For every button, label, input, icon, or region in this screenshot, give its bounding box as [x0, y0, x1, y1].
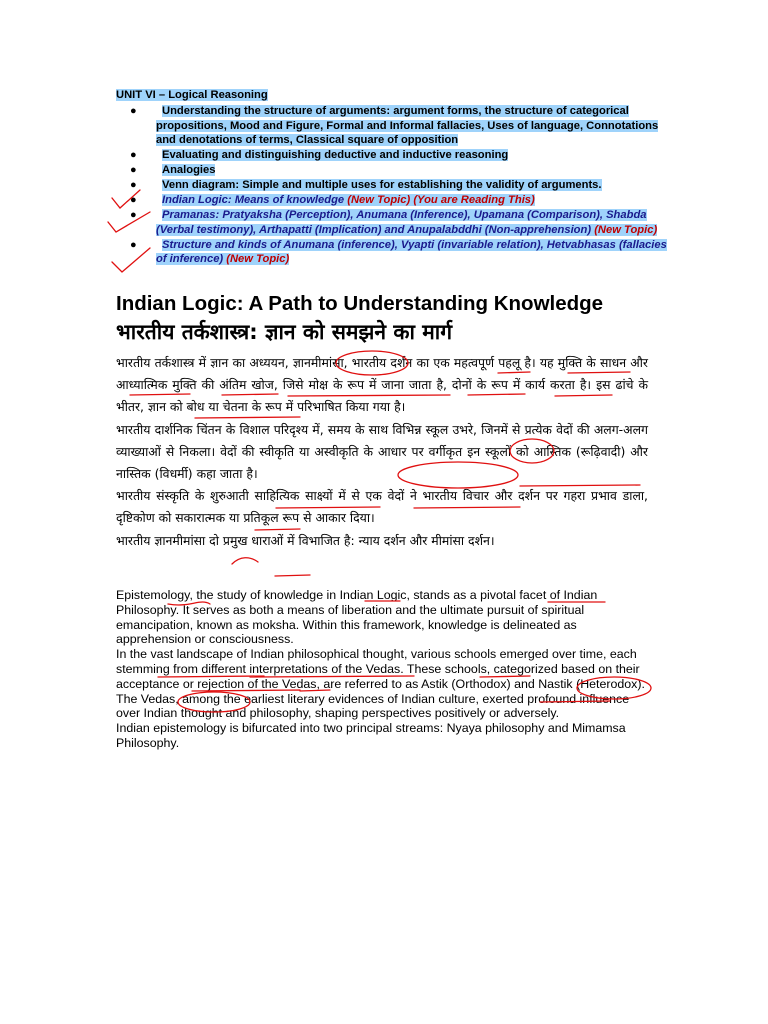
english-paragraph: The Vedas, among the earliest literary evidences of Indian culture, exerted profound influence over Indian thought and philosophy, shaping perspectives positively or adversely.: [116, 691, 630, 721]
english-body: [116, 588, 648, 751]
ink-stroke: [232, 558, 258, 564]
bullet-icon: ●: [130, 209, 137, 222]
topic-text: Pramanas: Pratyaksha (Perception), Anumana (Inference), Upamana (Comparison), Shabda (Verbal testimony), Arthapatti (Implication) and Anupalabddhi (Non-apprehension): [156, 209, 647, 236]
heading-hindi: भारतीय तर्कशास्त्र: ज्ञान को समझने का मार्ग: [116, 320, 453, 344]
topic-text: Indian Logic: Means of knowledge: [162, 194, 345, 207]
topic-text: Evaluating and distinguishing deductive and inductive reasoning: [162, 149, 509, 162]
bullet-icon: ●: [130, 149, 137, 162]
hindi-paragraph: भारतीय दार्शनिक चिंतन के विशाल परिदृश्य में, समय के साथ विभिन्न स्कूल उभरे, जिनमें से प्रत्येक वेदों की अलग-अलग व्याख्याओं से निकला। वेदों की स्वीकृति या अस्वीकृति के आधार पर वर्गीकृत इन स्कूलों को आस्तिक (रूढ़िवादी) और नास्तिक (विधर्मी) कहा जाता है।: [116, 421, 648, 482]
hindi-paragraph: भारतीय ज्ञानमीमांसा दो प्रमुख धाराओं में विभाजित है: न्याय दर्शन और मीमांसा दर्शन।: [116, 532, 495, 548]
list-item: [116, 163, 676, 177]
list-item: [116, 104, 676, 147]
list-item: [116, 178, 676, 192]
bullet-icon: ●: [130, 179, 137, 192]
unit-outline: [116, 88, 676, 267]
heading-english: Indian Logic: A Path to Understanding Knowledge: [116, 292, 604, 315]
topic-text: Structure and kinds of Anumana (inference), Vyapti (invariable relation), Hetvabhasas (fallacies of inference): [156, 238, 667, 266]
list-item: [116, 208, 676, 237]
bullet-icon: ●: [130, 194, 137, 207]
hindi-body: [116, 352, 648, 552]
list-item: [116, 148, 676, 162]
english-paragraph: In the vast landscape of Indian philosophical thought, various schools emerged over time, each stemming from different interpretations of the Vedas. These schools, categorized based on their acceptance or rejection of the Vedas, are referred to as Astik (Orthodox) and Nastik (Heterodox).: [116, 647, 645, 691]
bullet-icon: ●: [130, 238, 137, 251]
bullet-icon: ●: [130, 164, 137, 177]
hindi-paragraph: भारतीय तर्कशास्त्र में ज्ञान का अध्ययन, ज्ञानमीमांसा, भारतीय दर्शन का एक महत्वपूर्ण पहलू है। यह मुक्ति के साधन और आध्यात्मिक मुक्ति की अंतिम खोज, जिसे मोक्ष के रूप में जाना जाता है, दोनों के रूप में कार्य करता है। इस ढांचे के भीतर, ज्ञान को बोध या चेतना के रूप में परिभाषित किया गया है।: [116, 355, 648, 415]
new-topic-tag: (New Topic): [347, 194, 411, 207]
unit-topic-list: [116, 104, 676, 266]
unit-title: UNIT VI – Logical Reasoning: [116, 89, 268, 101]
topic-text: Analogies: [162, 164, 216, 177]
english-paragraph: Indian epistemology is bifurcated into two principal streams: Nyaya philosophy and Mimamsa Philosophy.: [116, 721, 626, 750]
reading-tag: (You are Reading This): [413, 194, 535, 207]
list-item: [116, 193, 676, 207]
new-topic-tag: (New Topic): [226, 253, 290, 266]
list-item: [116, 238, 676, 267]
bullet-icon: ●: [130, 105, 137, 118]
english-paragraph: Epistemology, the study of knowledge in Indian Logic, stands as a pivotal facet of Indian Philosophy. It serves as both a means of liberation and the ultimate pursuit of spiritual emancipation, known as moksha. Within this framework, knowledge is delineated as apprehension or consciousness.: [116, 588, 598, 647]
new-topic-tag: (New Topic): [594, 223, 658, 236]
hindi-paragraph: भारतीय संस्कृति के शुरुआती साहित्यिक साक्ष्यों में से एक वेदों ने भारतीय विचार और दर्शन पर गहरा प्रभाव डाला, दृष्टिकोण को सकारात्मक या प्रतिकूल रूप से आकार दिया।: [116, 488, 648, 526]
topic-text: Understanding the structure of arguments: argument forms, the structure of categorical propositions, Mood and Figure, Formal and Informal fallacies, Uses of language, Connotations and denotations of terms, Classical square of opposition: [156, 105, 659, 147]
topic-text: Venn diagram: Simple and multiple uses for establishing the validity of arguments.: [162, 179, 602, 192]
